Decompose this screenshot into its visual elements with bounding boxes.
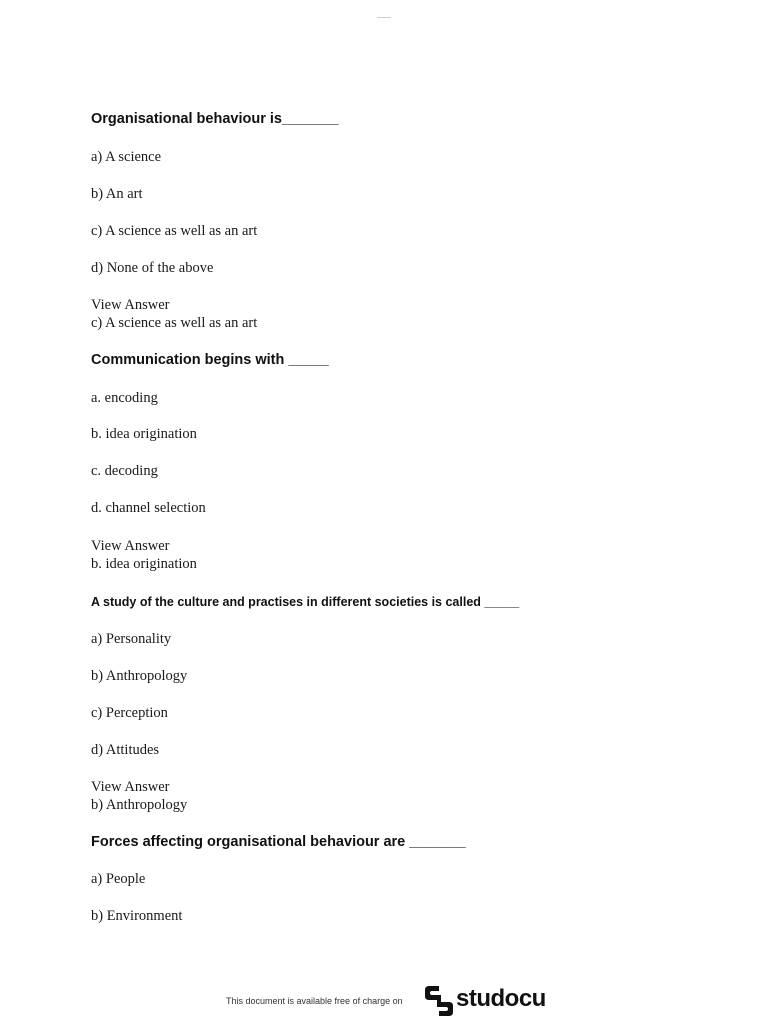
studocu-logo-text: studocu [456, 985, 546, 1012]
header-mark [377, 17, 391, 18]
option: b. idea origination [91, 426, 197, 442]
question-title: Forces affecting organisational behaviour are _______ [91, 834, 466, 850]
studocu-logo-icon [423, 984, 455, 1018]
option: d) None of the above [91, 260, 214, 276]
view-answer-link[interactable]: View Answer [91, 538, 170, 554]
option: b) An art [91, 186, 143, 202]
option: d. channel selection [91, 500, 206, 516]
option: a) A science [91, 149, 162, 165]
option: a) Personality [91, 631, 172, 647]
answer-text: b. idea origination [91, 556, 197, 572]
option: c. decoding [91, 463, 158, 479]
answer-text: b) Anthropology [91, 797, 188, 813]
option: c) Perception [91, 705, 168, 721]
question-title: A study of the culture and practises in different societies is called _____ [91, 595, 520, 609]
answer-text: c) A science as well as an art [91, 315, 258, 331]
option: b) Environment [91, 908, 183, 924]
option: d) Attitudes [91, 742, 160, 758]
view-answer-link[interactable]: View Answer [91, 779, 170, 795]
footer-notice: This document is available free of charge on [226, 996, 403, 1006]
option: b) Anthropology [91, 668, 188, 684]
view-answer-link[interactable]: View Answer [91, 297, 170, 313]
question-title: Communication begins with _____ [91, 352, 329, 368]
question-title: Organisational behaviour is_______ [91, 111, 339, 127]
option: a. encoding [91, 390, 158, 406]
option: c) A science as well as an art [91, 223, 258, 239]
option: a) People [91, 871, 146, 887]
